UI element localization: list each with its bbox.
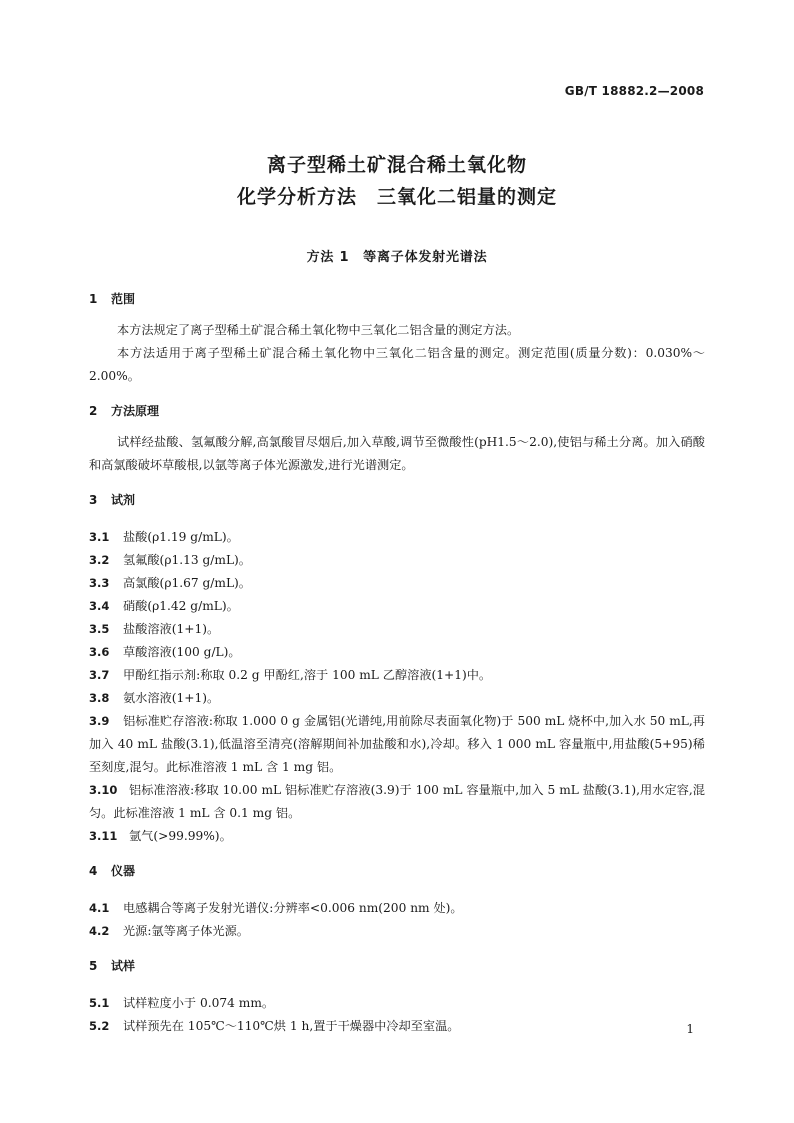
list-item	[89, 897, 705, 920]
item-text: 光源:氩等离子体光源。	[123, 924, 249, 938]
item-number: 3.3	[89, 576, 110, 590]
item-number: 3.2	[89, 553, 110, 567]
list-item	[89, 641, 705, 664]
section-heading-scope	[89, 288, 705, 310]
section-number: 5	[89, 959, 98, 973]
section-number: 2	[89, 404, 98, 418]
item-text: 高氯酸(ρ1.67 g/mL)。	[123, 576, 251, 590]
list-item	[89, 992, 705, 1015]
section-heading-sample	[89, 955, 705, 977]
item-text: 盐酸溶液(1+1)。	[123, 622, 220, 636]
item-text: 电感耦合等离子发射光谱仪:分辨率<0.006 nm(200 nm 处)。	[123, 901, 463, 915]
item-number: 3.7	[89, 668, 110, 682]
document-body	[89, 288, 705, 1038]
item-number: 3.11	[89, 829, 118, 843]
list-item	[89, 572, 705, 595]
item-text: 试样粒度小于 0.074 mm。	[123, 996, 275, 1010]
list-item	[89, 664, 705, 687]
page-number: 1	[686, 1022, 694, 1036]
item-number: 3.9	[89, 714, 110, 728]
item-number: 4.1	[89, 901, 110, 915]
paragraph: 本方法规定了离子型稀土矿混合稀土氧化物中三氧化二铝含量的测定方法。	[117, 323, 520, 337]
list-item	[89, 920, 705, 943]
item-text: 铝标准溶液:移取 10.00 mL 铝标准贮存溶液(3.9)于 100 mL 容量瓶中,加入 5 mL 盐酸(3.1),用水定容,混匀。此标准溶液 1 mL 含 0.1 mg 铝。	[89, 783, 705, 820]
item-number: 3.8	[89, 691, 110, 705]
paragraph: 本方法适用于离子型稀土矿混合稀土氧化物中三氧化二铝含量的测定。测定范围(质量分数)：0.030%～2.00%。	[89, 346, 705, 383]
item-text: 硝酸(ρ1.42 g/mL)。	[123, 599, 239, 613]
item-text: 铝标准贮存溶液:称取 1.000 0 g 金属铝(光谱纯,用前除尽表面氧化物)于 500 mL 烧杯中,加入水 50 mL,再加入 40 mL 盐酸(3.1),低温溶至清亮(溶解期间补加盐酸和水),冷却。移入 1 000 mL 容量瓶中,用盐酸(5+95)稀至刻度,混匀。此标准溶液 1 mL 含 1 mg 铝。	[89, 714, 705, 774]
document-title-line-1: 离子型稀土矿混合稀土氧化物	[266, 154, 527, 176]
item-number: 3.1	[89, 530, 110, 544]
item-text: 盐酸(ρ1.19 g/mL)。	[123, 530, 239, 544]
document-title-line-2: 化学分析方法 三氧化二铝量的测定	[236, 186, 557, 208]
method-title: 方法 1 等离子体发射光谱法	[306, 250, 488, 265]
list-item	[89, 710, 705, 779]
item-text: 氩气(>99.99%)。	[129, 829, 232, 843]
item-number: 3.10	[89, 783, 118, 797]
section-number: 4	[89, 864, 98, 878]
section-title: 仪器	[111, 864, 136, 878]
standard-code: GB/T 18882.2—2008	[564, 84, 704, 98]
section-title: 试样	[111, 959, 136, 973]
list-item	[89, 549, 705, 572]
paragraph: 试样经盐酸、氢氟酸分解,高氯酸冒尽烟后,加入草酸,调节至微酸性(pH1.5～2.0),使铝与稀土分离。加入硝酸和高氯酸破坏草酸根,以氩等离子体光源激发,进行光谱测定。	[89, 435, 705, 472]
list-item	[89, 526, 705, 549]
item-number: 5.1	[89, 996, 110, 1010]
section-title: 范围	[111, 292, 136, 306]
section-heading-principle	[89, 400, 705, 422]
item-text: 甲酚红指示剂:称取 0.2 g 甲酚红,溶于 100 mL 乙醇溶液(1+1)中。	[123, 668, 492, 682]
list-item	[89, 825, 705, 848]
item-text: 氨水溶液(1+1)。	[123, 691, 220, 705]
list-item	[89, 1015, 705, 1038]
section-number: 3	[89, 493, 98, 507]
section-title: 方法原理	[111, 404, 160, 418]
list-item	[89, 618, 705, 641]
section-heading-apparatus	[89, 860, 705, 882]
item-text: 草酸溶液(100 g/L)。	[123, 645, 241, 659]
section-title: 试剂	[111, 493, 136, 507]
item-text: 试样预先在 105℃～110℃烘 1 h,置于干燥器中冷却至室温。	[123, 1019, 460, 1033]
item-number: 5.2	[89, 1019, 110, 1033]
item-number: 4.2	[89, 924, 110, 938]
list-item	[89, 779, 705, 825]
item-number: 3.4	[89, 599, 110, 613]
item-number: 3.6	[89, 645, 110, 659]
section-heading-reagents	[89, 489, 705, 511]
item-text: 氢氟酸(ρ1.13 g/mL)。	[123, 553, 251, 567]
list-item	[89, 595, 705, 618]
list-item	[89, 687, 705, 710]
section-number: 1	[89, 292, 98, 306]
item-number: 3.5	[89, 622, 110, 636]
